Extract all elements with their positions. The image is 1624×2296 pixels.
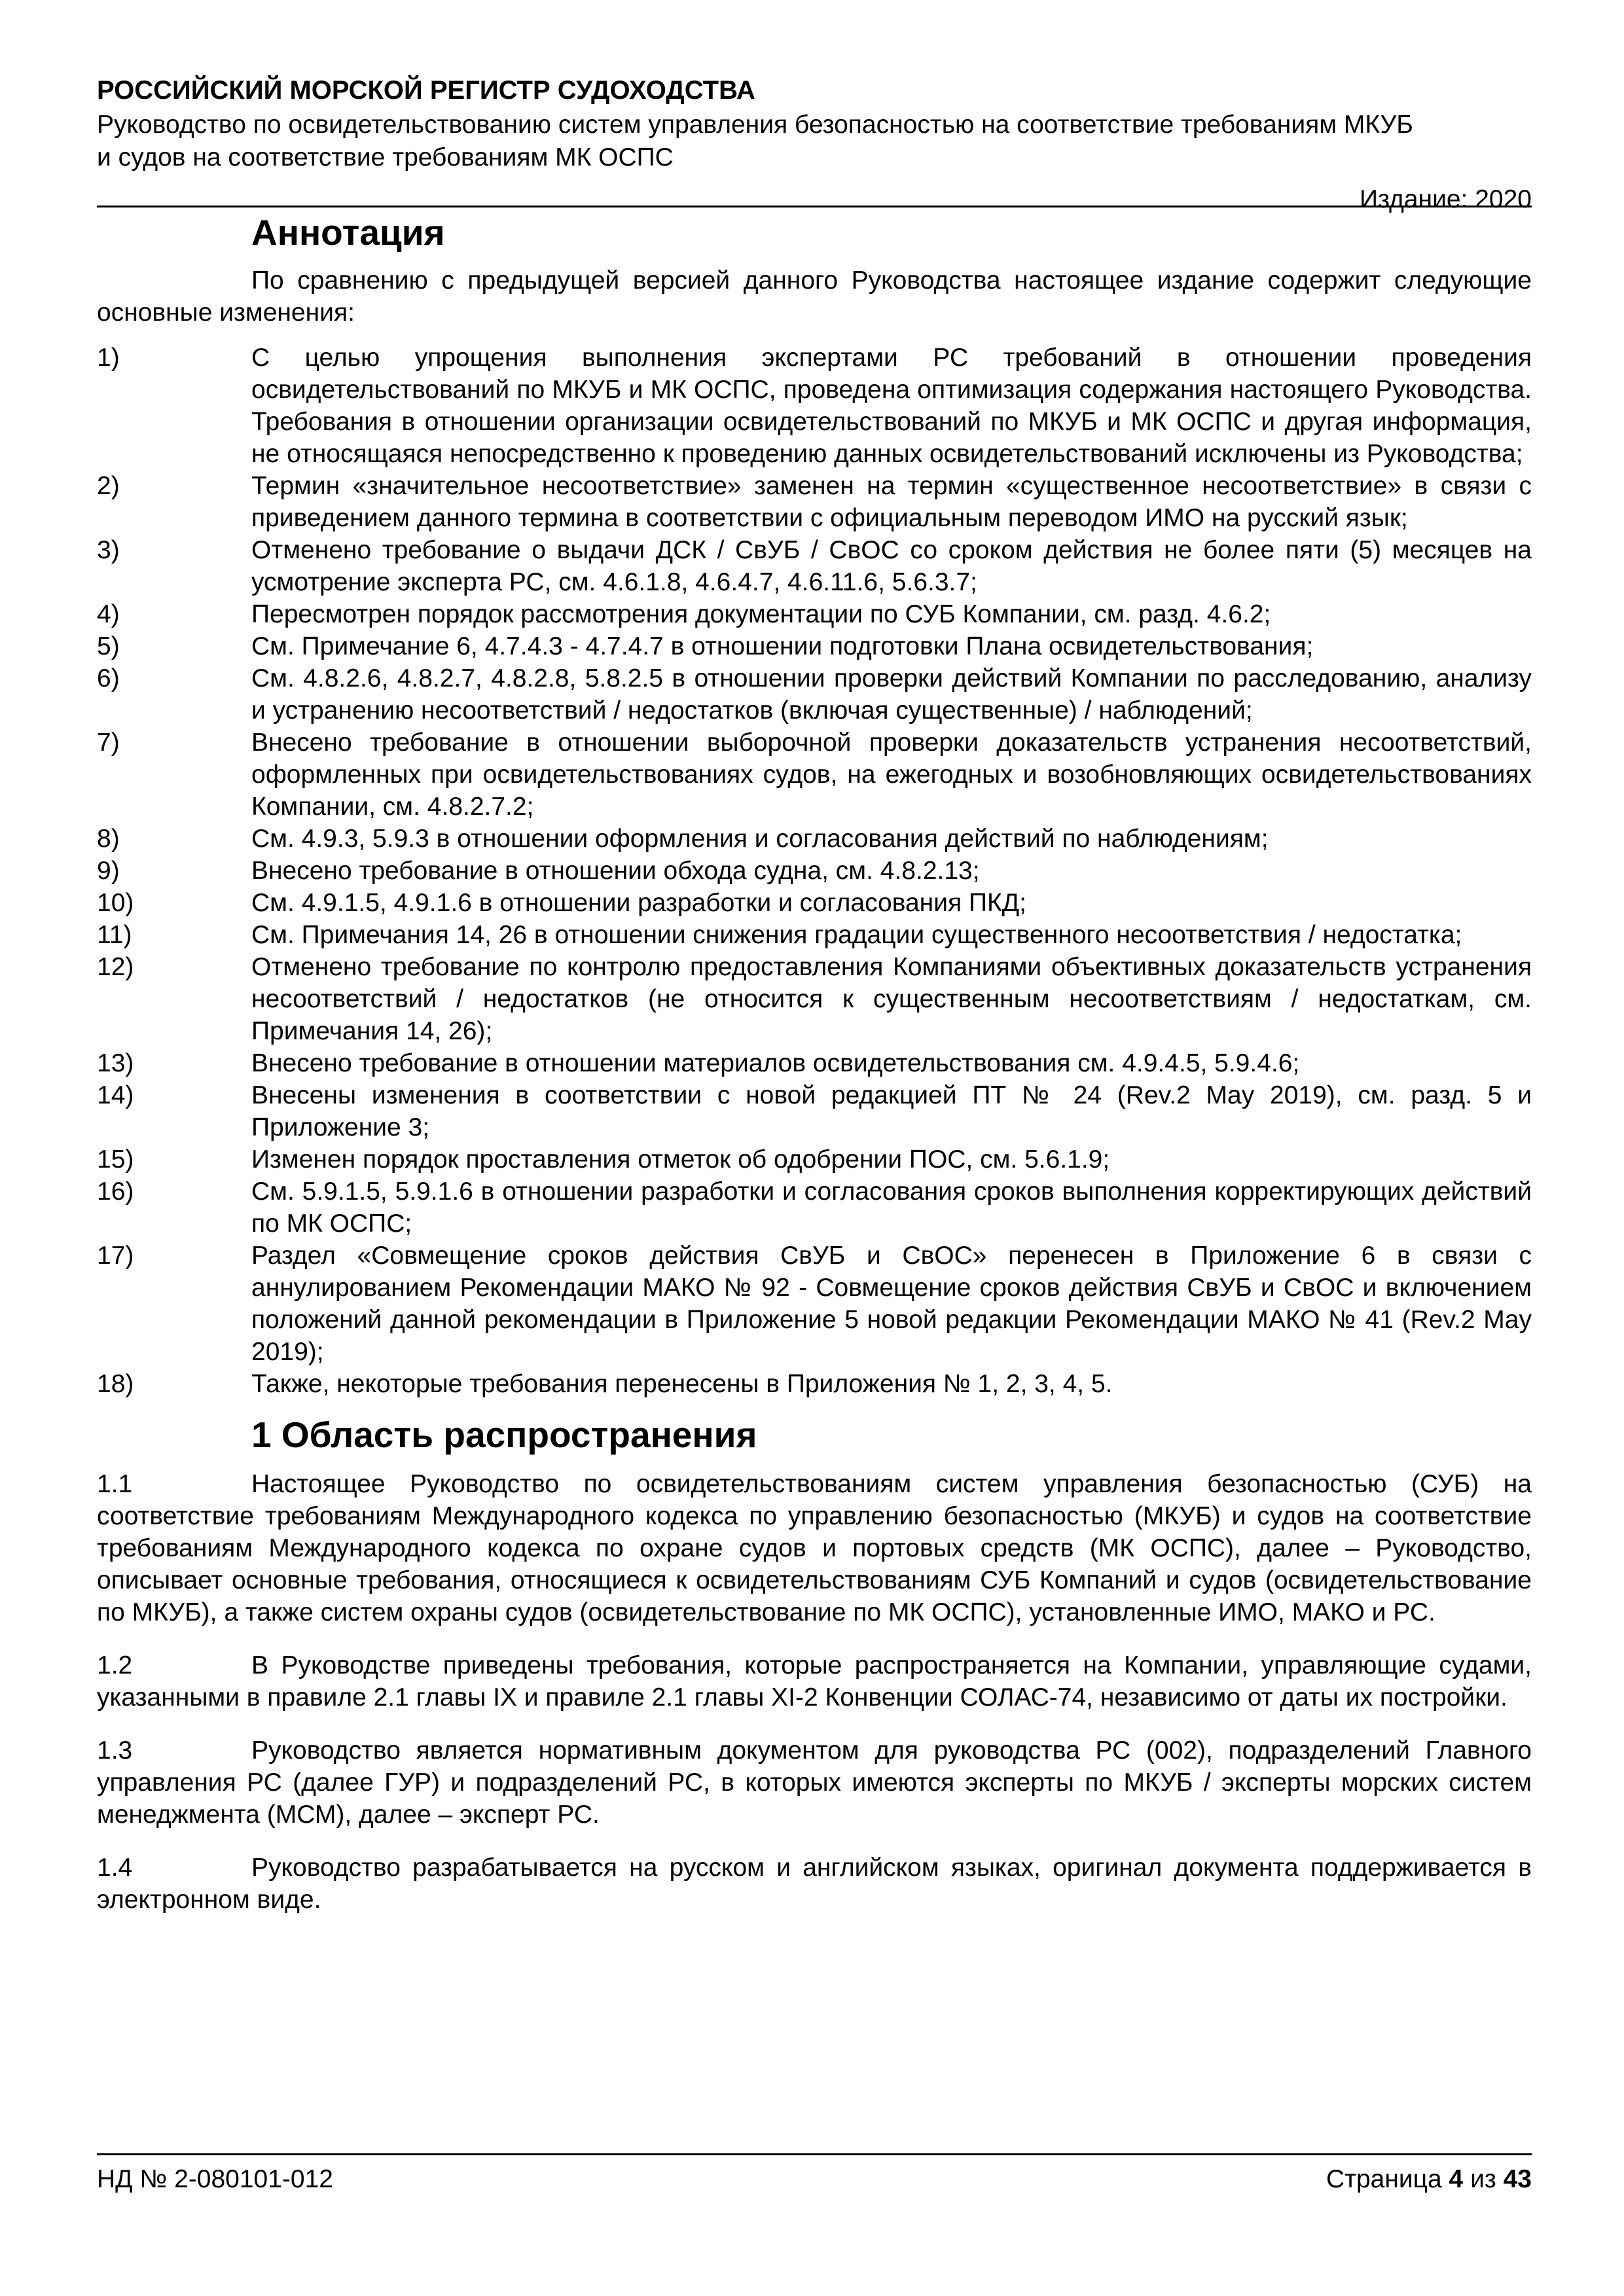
list-item-number: 2) xyxy=(97,472,120,500)
paragraph-number: 1.2 xyxy=(97,1651,133,1679)
document-title-line: Руководство по освидетельствованию систем управления безопасностью на соответствие требованиям МКУБ xyxy=(97,111,1413,139)
list-item-text: См. 4.8.2.6, 4.8.2.7, 4.8.2.8, 5.8.2.5 в отношении проверки действий Компании по расследованию, анализу и устранению несоответствий / недостатков (включая существенные) / наблюдений; xyxy=(251,664,1532,725)
page-current: 4 xyxy=(1449,2165,1464,2193)
list-item xyxy=(97,1047,1532,1079)
list-item xyxy=(97,342,1532,470)
list-item xyxy=(97,1368,1532,1400)
list-item xyxy=(97,1175,1532,1240)
list-item-text: Внесено требование в отношении обхода судна, см. 4.8.2.13; xyxy=(251,857,980,885)
list-item-number: 17) xyxy=(97,1242,134,1270)
list-item-number: 18) xyxy=(97,1370,134,1398)
list-item xyxy=(97,726,1532,823)
list-item-number: 16) xyxy=(97,1177,134,1206)
list-item-text: Также, некоторые требования перенесены в Приложения № 1, 2, 3, 4, 5. xyxy=(251,1370,1113,1398)
section-body xyxy=(97,1468,1532,1916)
list-item-number: 7) xyxy=(97,728,120,757)
list-item-text: Отменено требование по контролю предоставления Компаниями объективных доказательств устранения несоответствий / недостатков (не относится к существенным несоответствиям / недостаткам, см. Примечания 14, 26); xyxy=(251,953,1532,1045)
section-heading: 1 Область распространения xyxy=(251,1414,757,1455)
list-item-text: См. 4.9.1.5, 4.9.1.6 в отношении разработки и согласования ПКД; xyxy=(251,889,1026,917)
paragraph-number: 1.1 xyxy=(97,1470,133,1498)
page-label: Страница xyxy=(1326,2165,1442,2193)
list-item xyxy=(97,598,1532,630)
list-item xyxy=(97,951,1532,1047)
list-item xyxy=(97,1143,1532,1175)
list-item-number: 9) xyxy=(97,857,120,885)
list-item-number: 5) xyxy=(97,632,120,660)
changes-list xyxy=(97,342,1532,1400)
list-item-number: 3) xyxy=(97,536,120,564)
paragraph-text: Настоящее Руководство по освидетельствованиям систем управления безопасностью (СУБ) на соответствие требованиям Международного кодекса по управлению безопасностью (МКУБ) и судов на соответствие требованиям Международного кодекса по охране судов и портовых средств (МК ОСПС), далее – Руководство, описывает основные требования, относящиеся к освидетельствованиям СУБ Компаний и судов (освидетельствование по МКУБ), а также систем охраны судов (освидетельствование по МК ОСПС), установленные ИМО, МАКО и РС. xyxy=(97,1470,1532,1626)
page-header xyxy=(97,73,1532,216)
footer-divider xyxy=(97,2153,1532,2155)
list-item-text: Термин «значительное несоответствие» заменен на термин «существенное несоответствие» в связи с приведением данного термина в соответствии с официальным переводом ИМО на русский язык; xyxy=(251,472,1532,532)
list-item-number: 12) xyxy=(97,953,134,981)
list-item-text: Внесены изменения в соответствии с новой редакцией ПТ № 24 (Rev.2 May 2019), см. разд. 5 и Приложение 3; xyxy=(251,1081,1532,1141)
paragraph-text: В Руководстве приведены требования, которые распространяется на Компании, управляющие судами, указанными в правиле 2.1 главы IX и правиле 2.1 главы XI-2 Конвенции СОЛАС-74, независимо от даты их постройки. xyxy=(97,1651,1532,1712)
list-item-text: См. 4.9.3, 5.9.3 в отношении оформления и согласования действий по наблюдениям; xyxy=(251,825,1269,853)
page-content xyxy=(97,206,1532,1937)
section-paragraph xyxy=(97,1649,1532,1713)
list-item-text: С целью упрощения выполнения экспертами РС требований в отношении проведения освидетельствований по МКУБ и МК ОСПС, проведена оптимизация содержания настоящего Руководства. Требования в отношении организации освидетельствований по МКУБ и МК ОСПС и другая информация, не относящаяся непосредственно к проведению данных освидетельствований исключены из Руководства; xyxy=(251,344,1532,468)
page-number xyxy=(1326,2163,1532,2196)
list-item xyxy=(97,855,1532,887)
list-item-text: Внесено требование в отношении материалов освидетельствования см. 4.9.4.5, 5.9.4.6; xyxy=(251,1049,1300,1077)
section-paragraph xyxy=(97,1852,1532,1916)
paragraph-number: 1.4 xyxy=(97,1854,133,1882)
list-item xyxy=(97,887,1532,919)
list-item-number: 11) xyxy=(97,921,132,949)
list-item-text: Отменено требование о выдачи ДСК / СвУБ / СвОС со сроком действия не более пяти (5) месяцев на усмотрение эксперта РС, см. 4.6.1.8, 4.6.4.7, 4.6.11.6, 5.6.3.7; xyxy=(251,536,1532,596)
document-number: НД № 2-080101-012 xyxy=(97,2165,333,2193)
list-item-number: 14) xyxy=(97,1081,134,1109)
annotation-intro: По сравнению с предыдущей версией данного Руководства настоящее издание содержит следующие основные изменения: xyxy=(97,266,1532,327)
list-item-text: См. Примечания 14, 26 в отношении снижения градации существенного несоответствия / недостатка; xyxy=(251,921,1462,949)
list-item xyxy=(97,662,1532,726)
list-item xyxy=(97,470,1532,534)
list-item-number: 15) xyxy=(97,1145,134,1174)
edition-label: Издание: 2020 xyxy=(1360,185,1532,213)
list-item-number: 6) xyxy=(97,664,120,692)
list-item xyxy=(97,1240,1532,1368)
list-item-text: См. Примечание 6, 4.7.4.3 - 4.7.4.7 в отношении подготовки Плана освидетельствования; xyxy=(251,632,1314,660)
list-item xyxy=(97,919,1532,951)
list-item-text: Раздел «Совмещение сроков действия СвУБ и СвОС» перенесен в Приложение 6 в связи с аннулированием Рекомендации МАКО № 92 - Совмещение сроков действия СвУБ и СвОС и включением положений данной рекомендации в Приложение 5 новой редакции Рекомендации МАКО № 41 (Rev.2 May 2019); xyxy=(251,1242,1532,1366)
paragraph-text: Руководство является нормативным документом для руководства РС (002), подразделений Главного управления РС (далее ГУР) и подразделений РС, в которых имеются эксперты по МКУБ / эксперты морских систем менеджмента (МСМ), далее – эксперт РС. xyxy=(97,1736,1532,1829)
list-item xyxy=(97,534,1532,598)
document-title-line: и судов на соответствие требованиям МК ОСПС xyxy=(97,143,674,171)
paragraph-number: 1.3 xyxy=(97,1736,133,1765)
list-item-text: См. 5.9.1.5, 5.9.1.6 в отношении разработки и согласования сроков выполнения корректирующих действий по МК ОСПС; xyxy=(251,1177,1532,1238)
page-of: из xyxy=(1470,2165,1496,2193)
document-title xyxy=(97,109,1532,174)
list-item-text: Пересмотрен порядок рассмотрения документации по СУБ Компании, см. разд. 4.6.2; xyxy=(251,600,1271,628)
list-item-number: 1) xyxy=(97,344,120,372)
list-item-number: 13) xyxy=(97,1049,134,1077)
annotation-heading: Аннотация xyxy=(251,212,445,253)
list-item-number: 10) xyxy=(97,889,134,917)
list-item-number: 8) xyxy=(97,825,120,853)
list-item-text: Внесено требование в отношении выборочной проверки доказательств устранения несоответствий, оформленных при освидетельствованиях судов, на ежегодных и возобновляющих освидетельствованиях Компании, см. 4.8.2.7.2; xyxy=(251,728,1532,821)
page-total: 43 xyxy=(1503,2165,1532,2193)
list-item-text: Изменен порядок проставления отметок об одобрении ПОС, см. 5.6.1.9; xyxy=(251,1145,1110,1174)
list-item-number: 4) xyxy=(97,600,120,628)
paragraph-text: Руководство разрабатывается на русском и английском языках, оригинал документа поддерживается в электронном виде. xyxy=(97,1854,1532,1914)
list-item xyxy=(97,630,1532,662)
page-footer xyxy=(97,2163,1532,2196)
list-item xyxy=(97,823,1532,855)
section-paragraph xyxy=(97,1468,1532,1628)
section-paragraph xyxy=(97,1734,1532,1831)
list-item xyxy=(97,1079,1532,1143)
organization-name: РОССИЙСКИЙ МОРСКОЙ РЕГИСТР СУДОХОДСТВА xyxy=(97,76,755,105)
